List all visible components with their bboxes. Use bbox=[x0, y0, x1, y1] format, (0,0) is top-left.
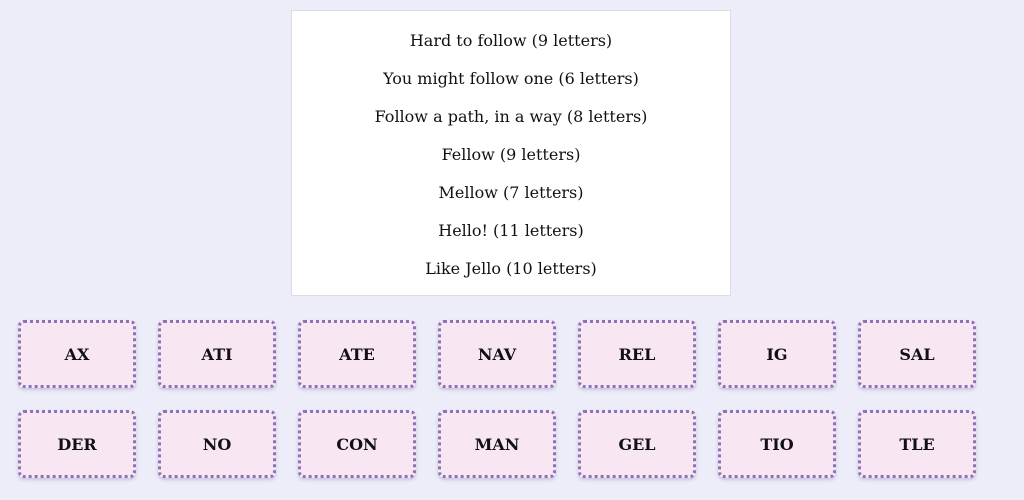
tile-gel[interactable]: GEL bbox=[578, 410, 696, 478]
tile-nav[interactable]: NAV bbox=[438, 320, 556, 388]
clue-1: Hard to follow (9 letters) bbox=[409, 31, 613, 50]
tile-tio[interactable]: TIO bbox=[718, 410, 836, 478]
tile-sal[interactable]: SAL bbox=[858, 320, 976, 388]
tile-ig[interactable]: IG bbox=[718, 320, 836, 388]
tile-tle[interactable]: TLE bbox=[858, 410, 976, 478]
tile-man[interactable]: MAN bbox=[438, 410, 556, 478]
clue-4: Fellow (9 letters) bbox=[441, 145, 581, 164]
tile-ati[interactable]: ATI bbox=[158, 320, 276, 388]
tile-grid bbox=[18, 320, 998, 500]
clue-6: Hello! (11 letters) bbox=[438, 221, 584, 240]
tile-der[interactable]: DER bbox=[18, 410, 136, 478]
clue-2: You might follow one (6 letters) bbox=[383, 69, 639, 88]
tile-ate[interactable]: ATE bbox=[298, 320, 416, 388]
clue-7: Like Jello (10 letters) bbox=[425, 259, 597, 278]
tile-no[interactable]: NO bbox=[158, 410, 276, 478]
clue-5: Mellow (7 letters) bbox=[438, 183, 584, 202]
tile-con[interactable]: CON bbox=[298, 410, 416, 478]
tile-rel[interactable]: REL bbox=[578, 320, 696, 388]
tile-row-2 bbox=[18, 410, 998, 478]
tile-ax[interactable]: AX bbox=[18, 320, 136, 388]
clue-panel bbox=[291, 10, 731, 296]
tile-row-1 bbox=[18, 320, 998, 388]
clue-3: Follow a path, in a way (8 letters) bbox=[374, 107, 648, 126]
